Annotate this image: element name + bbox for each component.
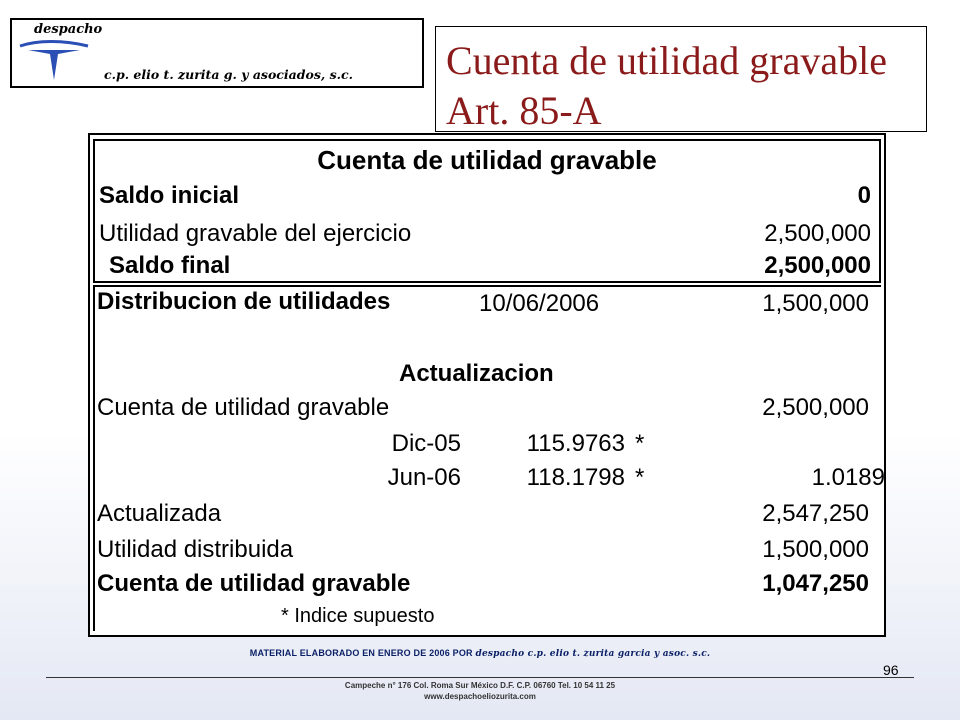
actualizada-label: Actualizada: [97, 500, 222, 527]
footer-divider: [46, 677, 914, 678]
utility-account-table: [88, 133, 886, 637]
material-firm: despacho c.p. elio t. zurita garcia y asoc. s.c.: [475, 649, 711, 659]
distribuida-label: Utilidad distribuida: [97, 536, 294, 563]
dic-mark: *: [635, 430, 645, 457]
utilidad-ejercicio-value: 2,500,000: [764, 220, 871, 247]
total-label: Cuenta de utilidad gravable: [97, 570, 411, 597]
distribucion-label: Distribucion de utilidades: [97, 288, 391, 315]
logo-firm-name: c.p. elio t. zurita g. y asociados, s.c.: [104, 67, 353, 82]
table-top-section: [93, 139, 881, 283]
jun-index: 118.1798: [526, 464, 625, 491]
logo-top-word: despacho: [34, 22, 103, 37]
jun-mark: *: [635, 464, 645, 491]
footnote-indice: * Indice supuesto: [281, 605, 435, 627]
distribucion-date: 10/06/2006: [479, 290, 600, 317]
jun-factor: 1.0189: [811, 464, 885, 491]
total-value: 1,047,250: [762, 570, 869, 597]
actualizada-value: 2,547,250: [762, 500, 869, 527]
firm-logo: [10, 18, 424, 88]
material-prefix: MATERIAL ELABORADO EN ENERO DE 2006 POR: [249, 648, 473, 658]
footer-address: Campeche n° 176 Col. Roma Sur México D.F. C.P. 06760 Tel. 10 54 11 25: [344, 681, 616, 690]
page-number: 96: [883, 662, 899, 678]
slide-title-line-1: Cuenta de utilidad gravable: [446, 38, 887, 83]
actualizacion-heading: Actualizacion: [399, 360, 554, 387]
table-heading: Cuenta de utilidad gravable: [317, 145, 657, 175]
table-bottom-section: [93, 285, 885, 631]
saldo-final-value: 2,500,000: [764, 252, 871, 279]
distribucion-value: 1,500,000: [762, 290, 869, 317]
cuenta-row-label: Cuenta de utilidad gravable: [97, 394, 390, 421]
distribuida-value: 1,500,000: [762, 536, 869, 563]
utilidad-ejercicio-label: Utilidad gravable del ejercicio: [99, 220, 412, 247]
saldo-inicial-label: Saldo inicial: [99, 182, 240, 209]
footer-website: www.despachoeliozurita.com: [424, 692, 536, 701]
material-credit: [0, 648, 960, 659]
saldo-inicial-value: 0: [857, 182, 871, 209]
dic-index: 115.9763: [526, 430, 625, 457]
dic-label: Dic-05: [391, 430, 461, 457]
slide-title-box: [435, 26, 927, 132]
slide-title-line-2: Art. 85-A: [446, 88, 602, 133]
saldo-final-label: Saldo final: [109, 252, 231, 279]
cuenta-row-value: 2,500,000: [762, 394, 869, 421]
jun-label: Jun-06: [387, 464, 461, 491]
